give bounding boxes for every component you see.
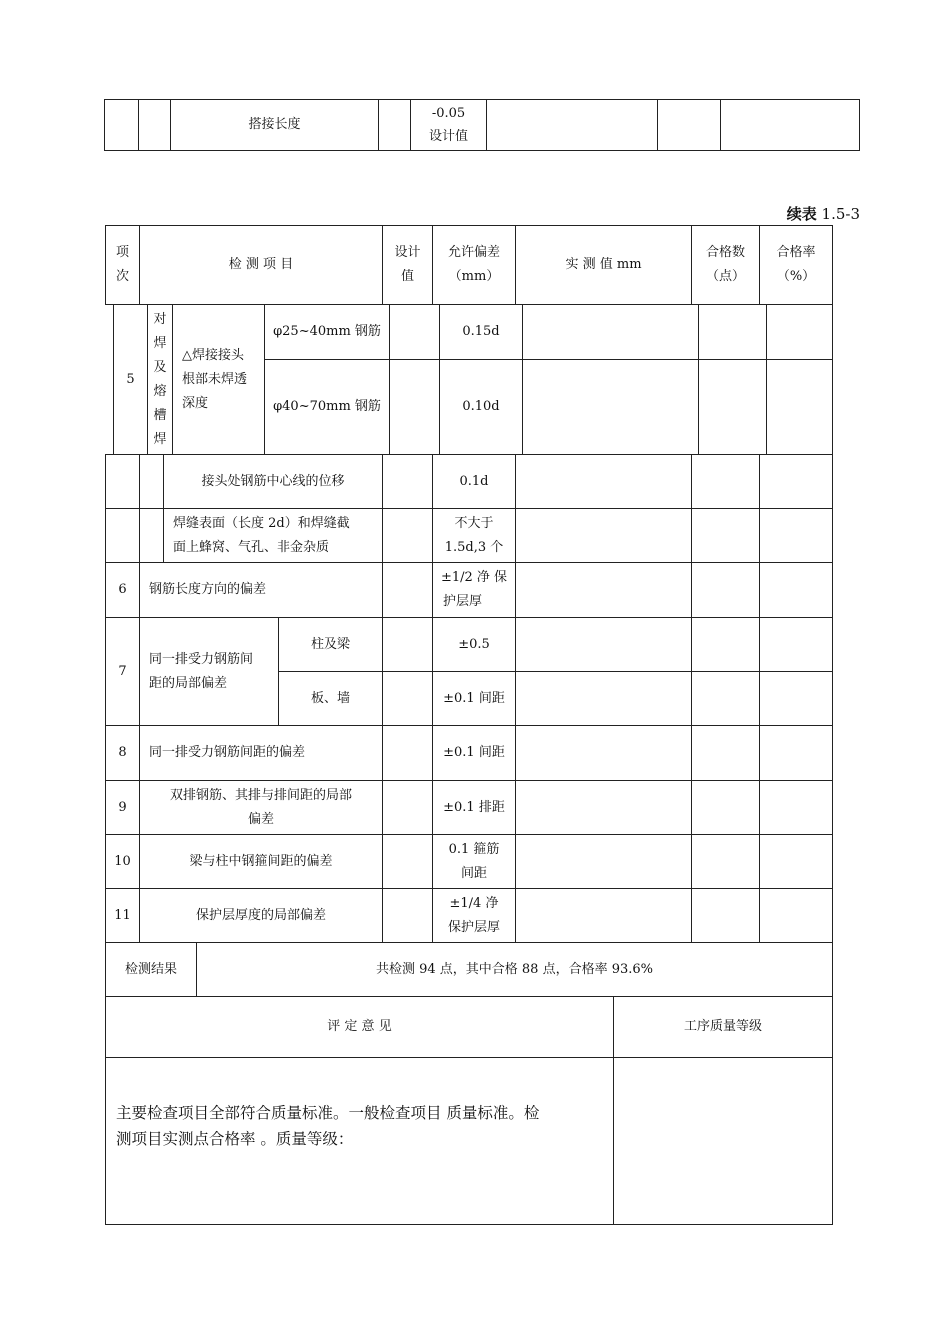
cell <box>692 455 760 509</box>
row5-table <box>113 304 833 455</box>
cell <box>383 889 433 943</box>
table-caption: 续表 1.5-3 <box>786 205 860 223</box>
cell <box>692 835 760 889</box>
row11-tolerance: ±1/4 净 保护层厚 <box>433 889 516 943</box>
row6-tolerance: ±1/2 净 保 护层厚 <box>433 563 516 618</box>
weld-offset-item: 接头处钢筋中心线的位移 <box>164 455 383 509</box>
cell <box>760 889 833 943</box>
cell <box>721 100 860 151</box>
cell <box>516 781 692 835</box>
row5-spec-2: φ40~70mm 钢筋 <box>265 360 390 455</box>
row5-tolerance-1: 0.15d <box>440 305 523 360</box>
cell <box>760 563 833 618</box>
row8-item: 同一排受力钢筋间距的偏差 <box>140 726 383 781</box>
row9-index: 9 <box>106 781 140 835</box>
row5-category: 对 焊 及 熔 槽 焊 <box>148 305 173 455</box>
cell <box>692 618 760 672</box>
cell <box>692 889 760 943</box>
weld-surface-tolerance: 不大于 1.5d,3 个 <box>433 509 516 563</box>
main-table <box>105 454 833 1225</box>
row5-sub-item: △焊接接头 根部未焊透 深度 <box>173 305 265 455</box>
row9-tolerance: ±0.1 排距 <box>433 781 516 835</box>
row8-index: 8 <box>106 726 140 781</box>
cell <box>390 305 440 360</box>
cell <box>516 509 692 563</box>
cell <box>383 509 433 563</box>
row11-index: 11 <box>106 889 140 943</box>
cell <box>658 100 721 151</box>
cell <box>140 455 164 509</box>
cell <box>692 563 760 618</box>
grade-value <box>614 1058 833 1225</box>
cell <box>106 455 140 509</box>
cell <box>767 360 833 455</box>
cell <box>760 781 833 835</box>
header-design-value: 设计 值 <box>383 226 433 305</box>
cell <box>516 889 692 943</box>
cell <box>767 305 833 360</box>
cell <box>140 509 164 563</box>
cell <box>383 563 433 618</box>
cell <box>760 455 833 509</box>
cell <box>383 835 433 889</box>
weld-offset-tolerance: 0.1d <box>433 455 516 509</box>
opinion-label: 评 定 意 见 <box>106 997 614 1058</box>
cell <box>516 563 692 618</box>
row7-sub-2: 板、墙 <box>279 672 383 726</box>
cell <box>379 100 411 151</box>
row10-index: 10 <box>106 835 140 889</box>
cell <box>760 835 833 889</box>
row7-index: 7 <box>106 618 140 726</box>
result-label: 检测结果 <box>106 943 197 997</box>
cell <box>760 618 833 672</box>
row7-tolerance-1: ±0.5 <box>433 618 516 672</box>
cell <box>516 672 692 726</box>
row7-tolerance-2: ±0.1 间距 <box>433 672 516 726</box>
cell <box>523 305 699 360</box>
header-pass-rate: 合格率 （%） <box>760 226 833 305</box>
header-table <box>105 225 833 305</box>
grade-label: 工序质量等级 <box>614 997 833 1058</box>
cell <box>760 509 833 563</box>
row6-index: 6 <box>106 563 140 618</box>
weld-surface-item: 焊缝表面（长度 2d）和焊缝截 面上蜂窝、气孔、非金杂质 <box>164 509 383 563</box>
row5-index: 5 <box>114 305 148 455</box>
cell <box>692 509 760 563</box>
header-item: 检 测 项 目 <box>140 226 383 305</box>
header-tolerance: 允许偏差 （mm） <box>433 226 516 305</box>
result-text: 共检测 94 点，其中合格 88 点，合格率 93.6% <box>197 943 833 997</box>
row9-item: 双排钢筋、其排与排间距的局部 偏差 <box>140 781 383 835</box>
row11-item: 保护层厚度的局部偏差 <box>140 889 383 943</box>
cell <box>523 360 699 455</box>
cell <box>699 360 767 455</box>
cell <box>383 672 433 726</box>
row7-item: 同一排受力钢筋间 距的局部偏差 <box>140 618 279 726</box>
cell <box>106 509 140 563</box>
lap-length-tolerance: -0.05 设计值 <box>411 100 487 151</box>
lap-length-label: 搭接长度 <box>171 100 379 151</box>
cell <box>383 618 433 672</box>
cell <box>139 100 171 151</box>
cell <box>516 835 692 889</box>
header-index: 项 次 <box>106 226 140 305</box>
cell <box>699 305 767 360</box>
cell <box>105 100 139 151</box>
row7-sub-1: 柱及梁 <box>279 618 383 672</box>
cell <box>383 726 433 781</box>
row6-item: 钢筋长度方向的偏差 <box>140 563 383 618</box>
top-fragment-table <box>104 99 860 151</box>
cell <box>390 360 440 455</box>
row5-tolerance-2: 0.10d <box>440 360 523 455</box>
cell <box>760 726 833 781</box>
cell <box>516 726 692 781</box>
row5-spec-1: φ25~40mm 钢筋 <box>265 305 390 360</box>
row10-tolerance: 0.1 箍筋 间距 <box>433 835 516 889</box>
header-pass-count: 合格数 （点） <box>692 226 760 305</box>
cell <box>692 672 760 726</box>
cell <box>383 781 433 835</box>
cell <box>383 455 433 509</box>
row8-tolerance: ±0.1 间距 <box>433 726 516 781</box>
cell <box>516 455 692 509</box>
opinion-text: 主要检查项目全部符合质量标准。一般检查项目 质量标准。检 测项目实测点合格率 。质量等级： <box>106 1058 614 1225</box>
cell <box>692 781 760 835</box>
cell <box>760 672 833 726</box>
row10-item: 梁与柱中钢箍间距的偏差 <box>140 835 383 889</box>
cell <box>487 100 658 151</box>
cell <box>516 618 692 672</box>
cell <box>692 726 760 781</box>
header-measured: 实 测 值 mm <box>516 226 692 305</box>
